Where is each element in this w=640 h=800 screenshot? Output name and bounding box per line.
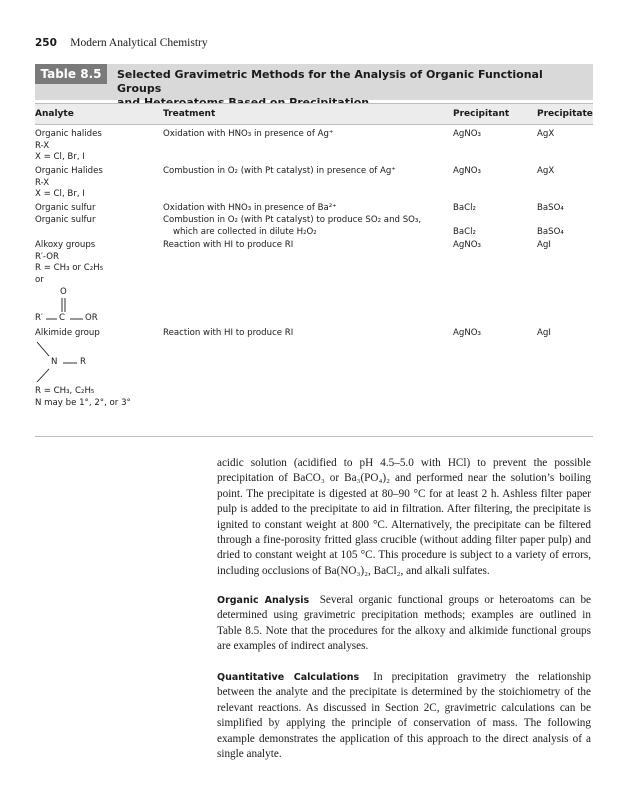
cell-treatment	[163, 240, 293, 252]
precipitant-line: AgNO₃	[453, 328, 481, 338]
analyte-line: Organic sulfur	[35, 215, 96, 225]
analyte-line: Organic halides	[35, 129, 102, 139]
precipitate-line: AgI	[537, 328, 551, 338]
amine-r-label: R	[80, 357, 86, 367]
treatment-line: Oxidation with HNO₃ in presence of Ba²⁺	[163, 203, 337, 213]
running-header	[35, 37, 208, 49]
ester-oxygen-label: O	[60, 287, 67, 297]
cell-precipitate	[537, 240, 551, 252]
cell-precipitant	[453, 240, 481, 252]
cell-precipitant	[453, 328, 481, 340]
body-paragraph-1: acidic solution (acidified to pH 4.5–5.0 with HCl) to prevent the possible precipitation of BaCO₃ or Ba₃(PO₄)₂ and performed near the solution’s boiling point. The precipitate is digested at 80–90 °C for at least 2 h. Ashless filter paper pulp is added to the precipitate to aid in filtration. After filtering, the precipitate is ignited to constant weight at 800 °C. Alternatively, the precipitate can be filtered through a fine-porosity fritted glass crucible (without adding filter paper pulp) and dried to constant weight at 105 °C. This procedure is subject to a variety of errors, including occlusions of Ba(NO₃)₂, BaCl₂, and alkali sulfates.	[217, 457, 591, 577]
cell-treatment	[163, 215, 421, 238]
col-header-treatment: Treatment	[163, 109, 216, 119]
ester-carbon-label: C	[59, 313, 66, 323]
analyte-line: R′-OR	[35, 251, 59, 262]
precipitate-line: BaSO₄	[537, 226, 564, 237]
amine-bonds	[35, 340, 115, 384]
precipitant-line: BaCl₂	[453, 226, 476, 237]
cell-precipitate	[537, 328, 551, 340]
precipitate-line: AgX	[537, 166, 555, 176]
cell-analyte	[35, 203, 95, 215]
analyte-line: R-X	[35, 177, 50, 188]
table-caption-line1: Selected Gravimetric Methods for the Analysis of Organic Functional Groups	[117, 68, 543, 95]
amine-note-n: N may be 1°, 2°, or 3°	[35, 398, 131, 408]
quantitative-calculations-text: In precipitation gravimetry the relationship between the analyte and the precipitate is determined by the stoichiometry of the relevant reactions. As discussed in Section 2C, gravimetric calculations can be simplified by applying the principle of conservation of mass. The following example demonstrates the application of this approach to the direct analysis of a single analyte.	[217, 671, 591, 761]
cell-treatment	[163, 328, 293, 340]
ester-right-label: OR	[85, 313, 98, 323]
book-title: Modern Analytical Chemistry	[70, 37, 208, 49]
precipitate-line	[537, 215, 564, 227]
analyte-line: X = Cl, Br, I	[35, 189, 85, 199]
cell-analyte	[35, 166, 103, 201]
table-header-row	[35, 103, 593, 125]
cell-analyte	[35, 240, 103, 286]
analyte-line: R = CH₃ or C₂H₅	[35, 263, 104, 273]
precipitant-line: AgNO₃	[453, 166, 481, 176]
cell-precipitate	[537, 166, 554, 178]
precipitant-line: AgNO₃	[453, 129, 481, 139]
cell-precipitate	[537, 215, 564, 238]
organic-analysis-text: Several organic functional groups or heteroatoms can be determined using gravimetric precipitation methods; examples are outlined in Table 8.5. Note that the procedures for the alkoxy and alkimide functional groups are examples of indirect analyses.	[217, 594, 592, 653]
precipitate-line: BaSO₄	[537, 203, 564, 213]
cell-precipitant	[453, 129, 481, 141]
section-heading-quantitative-calculations: Quantitative Calculations	[217, 672, 360, 683]
cell-precipitate	[537, 203, 564, 215]
page-number: 250	[35, 37, 57, 49]
cell-analyte	[35, 129, 102, 164]
treatment-line: Combustion in O₂ (with Pt catalyst) in presence of Ag⁺	[163, 166, 396, 176]
analyte-line: or	[35, 274, 44, 285]
cell-treatment	[163, 129, 333, 141]
analyte-line: Alkimide group	[35, 328, 100, 338]
precipitant-line: BaCl₂	[453, 203, 476, 213]
precipitate-line: AgI	[537, 240, 551, 250]
treatment-line: Reaction with HI to produce RI	[163, 240, 294, 250]
analyte-line: Alkoxy groups	[35, 240, 96, 250]
body-paragraph-2	[217, 593, 591, 655]
cell-treatment	[163, 166, 396, 178]
cell-precipitate	[537, 129, 554, 141]
col-header-precipitant: Precipitant	[453, 109, 510, 119]
cell-analyte	[35, 328, 100, 340]
treatment-line: Combustion in O₂ (with Pt catalyst) to produce SO₂ and SO₃,	[163, 215, 422, 225]
cell-precipitant	[453, 203, 476, 215]
analyte-line: R-X	[35, 140, 50, 151]
col-header-analyte: Analyte	[35, 109, 74, 119]
treatment-line: Oxidation with HNO₃ in presence of Ag⁺	[163, 129, 334, 139]
precipitant-line	[453, 215, 476, 227]
ester-left-label: R′	[35, 313, 43, 323]
section-heading-organic-analysis: Organic Analysis	[217, 595, 310, 606]
precipitate-line: AgX	[537, 129, 555, 139]
treatment-line: Reaction with HI to produce RI	[163, 328, 294, 338]
analyte-line: Organic Halides	[35, 166, 103, 176]
col-header-precipitate: Precipitate	[537, 109, 593, 119]
cell-precipitant	[453, 166, 481, 178]
amine-nitrogen-label: N	[51, 357, 58, 367]
amine-note-r: R = CH₃, C₂H₅	[35, 386, 95, 396]
cell-precipitant	[453, 215, 476, 238]
table-bottom-rule	[35, 436, 593, 437]
precipitant-line: AgNO₃	[453, 240, 481, 250]
treatment-line: which are collected in dilute H₂O₂	[173, 226, 317, 237]
cell-treatment	[163, 203, 337, 215]
analyte-line: X = Cl, Br, I	[35, 152, 85, 162]
analyte-line: Organic sulfur	[35, 203, 96, 213]
body-paragraph-3	[217, 670, 591, 762]
table-label: Table 8.5	[35, 64, 107, 84]
cell-analyte	[35, 215, 95, 227]
